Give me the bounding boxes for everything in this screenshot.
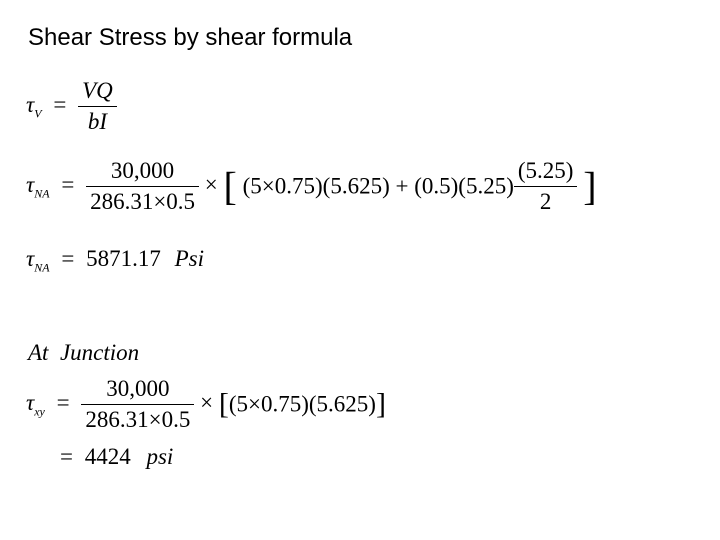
result-tau-xy [60, 444, 173, 470]
numerator-5-25: (5.25) [517, 158, 574, 183]
fraction-centroid [514, 158, 578, 215]
subscript-na: NA [34, 186, 50, 201]
result-value: 4424 [84, 444, 131, 469]
equals-sign: = [61, 171, 75, 197]
fraction-load-over-bi [81, 376, 194, 433]
right-bracket: ] [375, 387, 386, 421]
right-bracket: ] [583, 163, 597, 209]
term-height-2: (5.25) [458, 173, 514, 199]
term-area-1: (5×0.75) [228, 391, 309, 417]
result-unit: Psi [174, 246, 204, 271]
result-unit: psi [146, 444, 174, 469]
subscript-xy: xy [34, 404, 45, 419]
result-value: 5871.17 [86, 246, 161, 271]
junction-heading: At Junction [28, 340, 140, 365]
subscript-na: NA [34, 260, 50, 275]
fraction-load-over-bi [86, 158, 199, 215]
subscript-v: V [34, 106, 42, 121]
left-bracket: [ [223, 163, 237, 209]
result-tau-na [26, 246, 204, 276]
formula-tau-v [26, 78, 117, 135]
tau-symbol: τ [26, 171, 35, 197]
denominator-bi-value: 286.31×0.5 [81, 404, 194, 433]
term-width-2: (0.5) [414, 173, 459, 199]
equals-sign: = [56, 389, 70, 415]
plus-sign: + [395, 173, 409, 199]
term-distance-1: (5.625) [308, 391, 376, 417]
denominator-bi: bI [78, 106, 117, 135]
times-sign: × [204, 171, 218, 197]
times-sign: × [200, 389, 214, 415]
numerator-load: 30,000 [106, 376, 170, 401]
tau-symbol: τ [26, 91, 35, 117]
term-area-1: (5×0.75) [242, 173, 323, 199]
formula-tau-na-calculation [26, 158, 597, 215]
slide-title: Shear Stress by shear formula [28, 24, 353, 51]
tau-symbol: τ [26, 389, 35, 415]
left-bracket: [ [218, 387, 229, 421]
term-distance-1: (5.625) [322, 173, 390, 199]
fraction-vq-bi [78, 78, 117, 135]
formula-tau-xy-calculation [26, 376, 386, 433]
equals-sign: = [60, 444, 73, 469]
equals-sign: = [53, 91, 67, 117]
denominator-bi-value: 286.31×0.5 [86, 186, 199, 215]
numerator-load: 30,000 [110, 158, 175, 183]
tau-symbol: τ [26, 246, 35, 271]
denominator-2: 2 [514, 186, 578, 215]
numerator-vq: VQ [82, 78, 113, 103]
equals-sign: = [61, 246, 75, 271]
